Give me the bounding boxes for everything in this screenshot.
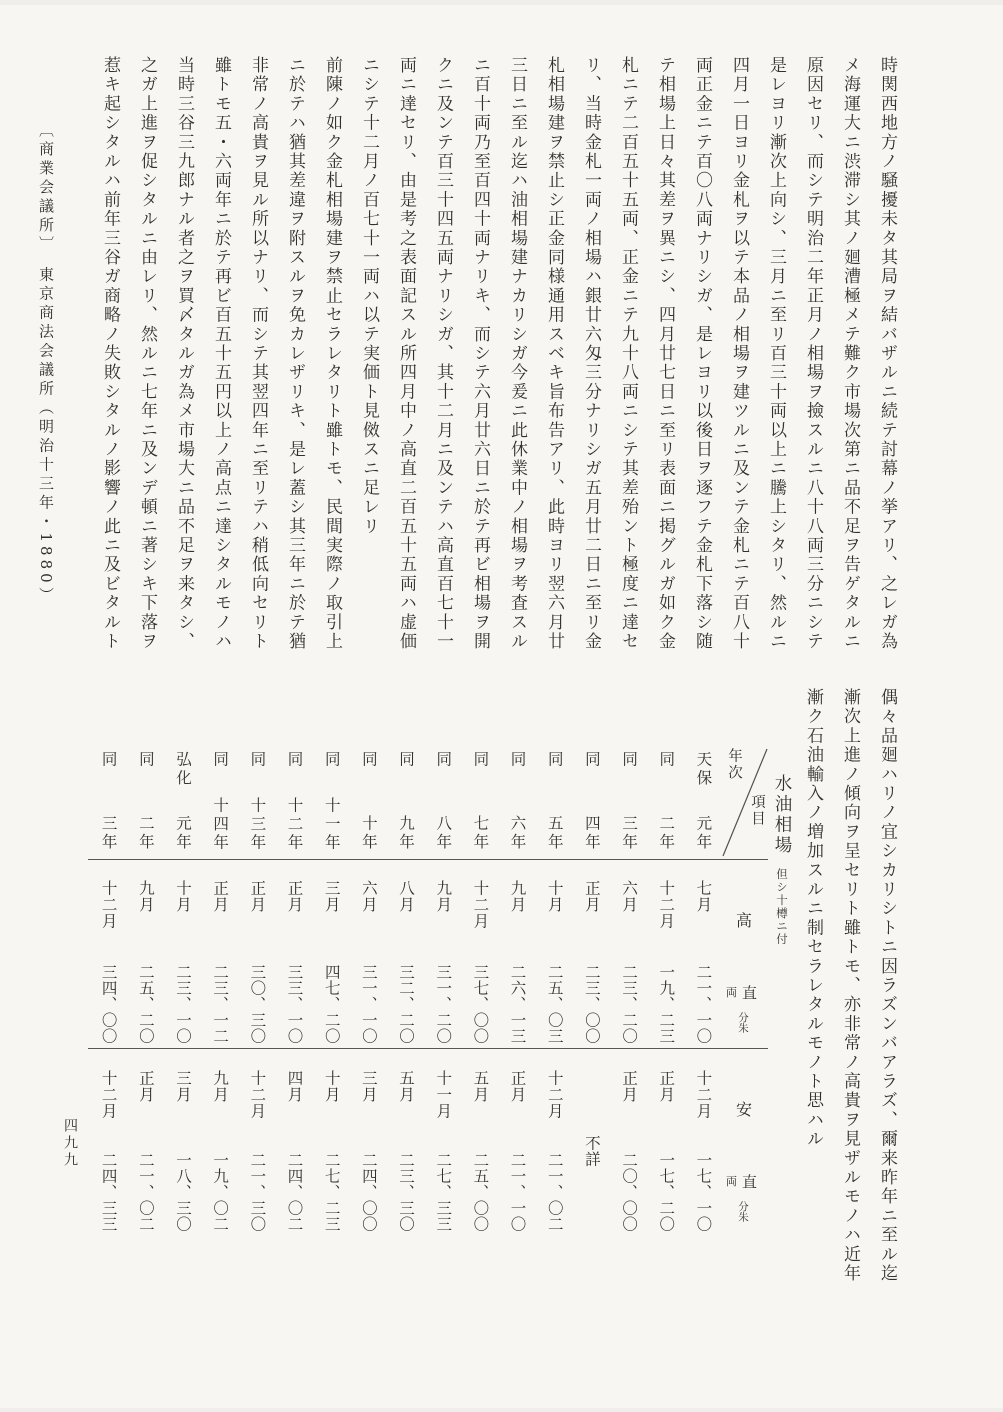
page-number: 四九九 (62, 1118, 78, 1169)
low-price: 二一、〇二 (545, 1152, 564, 1232)
low-month: 十二月 (248, 1070, 267, 1120)
low-price: 二四、三三 (99, 1152, 118, 1232)
year-column (425, 748, 462, 1236)
text-column: 両正金ニテ百〇八両ナリシガ、是レヨリ以後日ヲ逐フテ金札下落シ随 (692, 56, 712, 652)
unit-ryo-label: 両 (726, 986, 737, 999)
text-column: 之ガ上進ヲ促シタルニ由レリ、然ルニ七年ニ及ンデ頓ニ著シキ下落ヲ (137, 56, 157, 652)
high-price-cell (350, 859, 387, 1048)
era-label: 同 (99, 751, 118, 770)
year-label: 七年 (471, 815, 490, 852)
high-month: 正月 (285, 880, 304, 913)
unit-bushu-label: 分朱 (737, 1201, 749, 1222)
high-month: 十月 (174, 880, 192, 913)
high-month: 九月 (434, 880, 453, 913)
high-price-cell (164, 859, 201, 1048)
high-price: 一九、二三 (657, 964, 676, 1044)
text-column: ニシテ十二月ノ百七十一両ハ以テ実価ト見傚スニ足レリ (359, 56, 379, 536)
low-price: 不詳 (582, 1135, 601, 1167)
high-price-cell (239, 859, 276, 1048)
low-month: 五月 (397, 1070, 416, 1103)
year-cell (164, 748, 201, 859)
low-price-cell (610, 1048, 647, 1236)
year-cell (610, 748, 647, 859)
year-cell (239, 748, 276, 859)
era-label: 天保 (694, 751, 713, 788)
year-label: 八年 (434, 815, 453, 852)
year-column (685, 748, 722, 1236)
era-label: 弘化 (174, 751, 192, 788)
text-column: 両ニ達セリ、由是考之表面記スル所四月中ノ高直二百五十五両ハ虚価 (396, 56, 416, 652)
low-month: 正月 (620, 1070, 639, 1103)
high-price: 三一、一〇 (359, 964, 378, 1044)
high-price: 二六、一三 (508, 964, 527, 1044)
high-price: 二五、〇三 (545, 964, 564, 1044)
low-price-cell (164, 1048, 201, 1236)
low-price-cell (536, 1048, 573, 1236)
year-cell (350, 748, 387, 859)
era-label: 同 (545, 751, 564, 770)
high-price: 四七、二〇 (322, 964, 341, 1044)
low-price-cell (313, 1048, 350, 1236)
high-price: 二三、二〇 (620, 964, 639, 1044)
high-price-cell (425, 859, 462, 1048)
high-month: 正月 (211, 880, 230, 913)
year-column (313, 748, 350, 1236)
low-price-cell (350, 1048, 387, 1236)
text-column: 四月一日ヨリ金札ヲ以テ本品ノ相場ヲ建ツルニ及ンテ金札ニテ百八十 (729, 56, 749, 652)
low-month: 正月 (508, 1070, 527, 1103)
year-cell (425, 748, 462, 859)
year-cell (276, 748, 313, 859)
unit-ryo-label: 両 (726, 1175, 737, 1188)
high-price-cell (499, 859, 536, 1048)
oil-price-table (88, 746, 800, 1238)
low-price: 二七、三三 (434, 1152, 453, 1232)
high-month: 三月 (322, 880, 341, 913)
text-column: 惹キ起シタルハ前年三谷ガ商略ノ失敗シタルノ影響ノ此ニ及ビタルト (100, 56, 120, 652)
text-column: リ、当時金札一両ノ相場ハ銀廿六匁三分ナリシガ五月廿二日ニ至リ金 (581, 56, 601, 652)
text-column: 三日ニ至ル迄ハ油相場建ナカリシガ今爰ニ此休業中ノ相場ヲ考査スル (507, 56, 527, 652)
year-column (276, 748, 313, 1236)
year-cell (573, 748, 610, 859)
high-month: 八月 (397, 880, 416, 913)
era-label: 同 (620, 751, 639, 770)
high-label-top: 高 (736, 911, 753, 930)
era-label: 同 (434, 751, 453, 770)
year-cell (462, 748, 499, 859)
year-label: 三年 (620, 815, 639, 852)
text-column: メ海運大ニ渋滞シ其ノ廻漕極メテ難ク市場次第ニ品不足ヲ告ゲタルニ (840, 56, 860, 652)
text-column: 是レヨリ漸次上向シ、三月ニ至リ百三十両以上ニ騰上シタリ、然ルニ (766, 56, 786, 652)
high-price: 三一、二〇 (434, 964, 453, 1044)
text-column: 原因セリ、而シテ明治二年正月ノ相場ヲ撿スルニ八十八両三分ニシテ (803, 56, 823, 652)
high-price-cell (573, 859, 610, 1048)
high-month: 十二月 (99, 880, 118, 930)
low-month: 正月 (657, 1070, 676, 1103)
high-price-cell (685, 859, 722, 1048)
low-month: 十二月 (99, 1070, 118, 1120)
low-price: 二四、〇二 (285, 1152, 304, 1232)
axis-label-item: 項目 (749, 794, 765, 827)
low-month: 三月 (174, 1070, 192, 1103)
low-month: 正月 (136, 1070, 155, 1103)
high-price: 二五、二〇 (136, 964, 155, 1044)
low-month: 五月 (471, 1070, 490, 1103)
low-price: 二五、〇〇 (471, 1152, 490, 1232)
year-cell (127, 748, 164, 859)
high-price-cell (202, 859, 239, 1048)
high-month: 九月 (508, 880, 527, 913)
text-column: 非常ノ高貴ヲ見ル所以ナリ、而シテ其翌四年ニ至リテハ稍低向セリト (248, 56, 268, 652)
high-month: 十二月 (471, 880, 490, 930)
high-price-cell (648, 859, 685, 1048)
low-price-cell (573, 1048, 610, 1236)
high-month: 十二月 (657, 880, 676, 930)
table-title: 水油相場 (772, 774, 792, 856)
table-subtitle: 但シ十樽ニ付 (775, 868, 789, 946)
era-label: 同 (582, 751, 601, 770)
high-price: 三〇、三〇 (248, 964, 267, 1044)
low-month: 四月 (285, 1070, 304, 1103)
text-column: 札相場建ヲ禁止シ正金同様通用スベキ旨布告アリ、此時ヨリ翌六月廿 (544, 56, 564, 652)
year-label: 十二年 (285, 796, 304, 852)
low-price: 二一、三〇 (248, 1152, 267, 1232)
low-month: 九月 (211, 1070, 230, 1103)
year-column (350, 748, 387, 1236)
high-price-cell (462, 859, 499, 1048)
low-month: 十一月 (434, 1070, 453, 1120)
high-price-cell (313, 859, 350, 1048)
year-column (202, 748, 239, 1236)
year-label: 十四年 (211, 796, 230, 852)
scan-edge-bottom (0, 1408, 1003, 1412)
year-cell (648, 748, 685, 859)
low-price-cell (462, 1048, 499, 1236)
main-paragraph-block (91, 56, 905, 706)
year-columns (90, 748, 722, 1236)
low-price-cell (127, 1048, 164, 1236)
unit-bushu-label: 分朱 (737, 1012, 749, 1033)
era-label: 同 (211, 751, 230, 770)
year-cell (685, 748, 722, 859)
era-label: 同 (508, 751, 527, 770)
era-label: 同 (359, 751, 378, 770)
era-label: 同 (322, 751, 341, 770)
low-price: 一八、三〇 (174, 1152, 192, 1232)
era-label: 同 (471, 751, 490, 770)
high-price-cell (127, 859, 164, 1048)
high-price-cell (276, 859, 313, 1048)
second-paragraph-block (794, 688, 905, 1348)
low-price: 一九、〇二 (211, 1152, 230, 1232)
year-label: 四年 (582, 815, 601, 852)
year-label: 十年 (359, 815, 378, 852)
year-cell (202, 748, 239, 859)
high-price: 三四、〇〇 (99, 964, 118, 1044)
low-month: 十二月 (545, 1070, 564, 1120)
text-column: 時関西地方ノ騒擾未タ其局ヲ結バザルニ続テ討幕ノ挙アリ、之レガ為 (877, 56, 897, 652)
year-cell (387, 748, 424, 859)
low-price: 二三、三〇 (397, 1152, 416, 1232)
low-price-cell (239, 1048, 276, 1236)
low-price: 二〇、〇〇 (620, 1152, 639, 1232)
high-month: 六月 (620, 880, 639, 913)
high-month: 正月 (582, 880, 601, 913)
high-price-cell (387, 859, 424, 1048)
low-price-cell (276, 1048, 313, 1236)
low-price: 二四、〇〇 (359, 1152, 378, 1232)
text-column: 偶々品廻ハリノ宜シカリシトニ因ラズンバアラズ、爾来昨年ニ至ル迄 (877, 688, 897, 1284)
year-column (573, 748, 610, 1236)
year-column (239, 748, 276, 1236)
text-column: ニ百十両乃至百四十両ナリキ、而シテ六月廿六日ニ於テ再ビ相場ヲ開 (470, 56, 490, 652)
year-column (164, 748, 201, 1236)
axis-header-cell (722, 748, 768, 857)
low-price: 二一、一〇 (508, 1152, 527, 1232)
year-label: 元年 (694, 815, 713, 852)
low-price-cell (648, 1048, 685, 1236)
year-label: 十一年 (322, 796, 341, 852)
low-price: 一七、二〇 (657, 1152, 676, 1232)
text-column: 札ニテ二百五十五両、正金ニテ九十八両ニシテ其差殆ント極度ニ達セ (618, 56, 638, 652)
year-cell (90, 748, 127, 859)
year-label: 十三年 (248, 796, 267, 852)
era-label: 同 (397, 751, 416, 770)
year-column (536, 748, 573, 1236)
low-month: 十月 (322, 1070, 341, 1103)
year-label: 五年 (545, 815, 564, 852)
text-column: 漸次上進ノ傾向ヲ呈セリト雖トモ、亦非常ノ高貴ヲ見ザルモノハ近年 (840, 688, 860, 1284)
high-label-bottom: 直 (742, 984, 758, 1002)
high-price: 三七、〇〇 (471, 964, 490, 1044)
year-label: 二年 (136, 815, 155, 852)
text-column: 当時三谷三九郎ナル者之ヲ買〆タルガ為メ市場大ニ品不足ヲ来タシ、 (174, 56, 194, 652)
year-label: 二年 (657, 815, 676, 852)
axis-label-year: 年次 (726, 748, 742, 781)
text-column: 雖トモ五・六両年ニ於テ再ビ百五十五円以上ノ高点ニ達シタルモノハ (211, 56, 231, 652)
low-price: 二七、二三 (322, 1152, 341, 1232)
high-price: 二三、一〇 (174, 964, 192, 1044)
high-price-cell (536, 859, 573, 1048)
source-label: 〔商業会議所〕 東京商法会議所（明治十三年・1880） (37, 122, 55, 606)
year-label: 三年 (99, 815, 118, 852)
high-month: 七月 (694, 880, 713, 913)
era-label: 同 (248, 751, 267, 770)
text-column: クニ及ンテ百三十四五両ナリシガ、其十二月ニ及ンテハ高直百七十一 (433, 56, 453, 652)
low-price: 一七、一〇 (694, 1152, 713, 1232)
high-month: 九月 (136, 880, 155, 913)
year-column (127, 748, 164, 1236)
year-column (610, 748, 647, 1236)
high-price: 二三、〇〇 (582, 964, 601, 1044)
low-price-cell (90, 1048, 127, 1236)
year-column (648, 748, 685, 1236)
low-month: 三月 (359, 1070, 378, 1103)
scan-edge-top (0, 0, 1003, 5)
low-price-cell (387, 1048, 424, 1236)
low-price: 二一、〇二 (136, 1152, 155, 1232)
low-price-header (722, 1049, 768, 1237)
high-price-cell (610, 859, 647, 1048)
year-column (462, 748, 499, 1236)
low-price-cell (499, 1048, 536, 1236)
low-price-cell (202, 1048, 239, 1236)
high-price: 二一、一〇 (694, 964, 713, 1044)
year-label: 九年 (397, 815, 416, 852)
year-column (387, 748, 424, 1236)
era-label: 同 (657, 751, 676, 770)
year-cell (536, 748, 573, 859)
high-month: 正月 (248, 880, 267, 913)
year-cell (313, 748, 350, 859)
year-label: 六年 (508, 815, 527, 852)
text-column: テ相場上日々其差ヲ異ニシ、四月廿七日ニ至リ表面ニ掲グルガ如ク金 (655, 56, 675, 652)
high-month: 十月 (545, 880, 564, 913)
text-column: ニ於テハ猶其差違ヲ附スルヲ免カレザリキ、是レ蓋シ其三年ニ於テ猶 (285, 56, 305, 652)
high-price-cell (90, 859, 127, 1048)
year-column (499, 748, 536, 1236)
text-column: 漸ク石油輸入ノ増加スルニ制セラレタルモノト思ハル (803, 688, 823, 1149)
era-label: 同 (136, 751, 155, 770)
year-column (90, 748, 127, 1236)
text-column: 前陳ノ如ク金札相場建ヲ禁止セラレタリト雖トモ、民間実際ノ取引上 (322, 56, 342, 652)
low-month: 十二月 (694, 1070, 713, 1120)
era-label: 同 (285, 751, 304, 770)
low-label-bottom: 直 (742, 1173, 758, 1191)
high-month: 六月 (359, 880, 378, 913)
high-price: 三二、二〇 (397, 964, 416, 1044)
high-price: 二三、一二 (211, 964, 230, 1044)
high-price: 三三、一〇 (285, 964, 304, 1044)
low-label-top: 安 (736, 1100, 753, 1119)
high-price-header (722, 860, 768, 1048)
low-price-cell (685, 1048, 722, 1236)
year-label: 元年 (174, 815, 192, 852)
low-price-cell (425, 1048, 462, 1236)
year-cell (499, 748, 536, 859)
